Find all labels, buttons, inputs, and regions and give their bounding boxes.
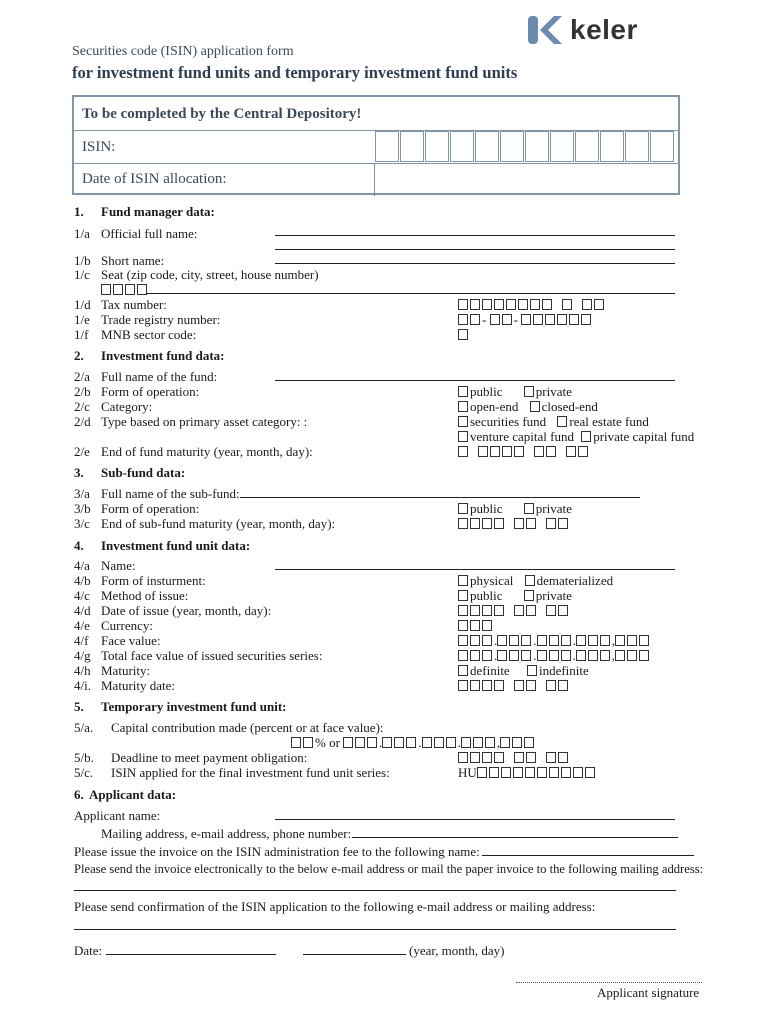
item-1c-number: 1/c bbox=[74, 267, 90, 282]
item-4h-number: 4/h bbox=[74, 663, 91, 678]
keler-logo-mark-icon bbox=[528, 14, 562, 46]
sub-fund-maturity-date-boxes[interactable] bbox=[458, 516, 570, 532]
payment-deadline-boxes[interactable] bbox=[458, 750, 570, 766]
unit-name-line[interactable] bbox=[275, 569, 675, 570]
zip-code-boxes[interactable] bbox=[101, 282, 149, 298]
invoice-address-line[interactable] bbox=[74, 890, 676, 891]
applicant-name-label: Applicant name: bbox=[74, 808, 161, 823]
sub-fund-private-option[interactable]: private bbox=[524, 501, 572, 517]
item-3c-number: 3/c bbox=[74, 516, 90, 531]
item-4g-number: 4/g bbox=[74, 648, 91, 663]
item-1b-number: 1/b bbox=[74, 253, 91, 268]
invoice-name-line[interactable] bbox=[482, 855, 694, 856]
private-capital-fund-option[interactable]: private capital fund bbox=[581, 429, 694, 445]
item-4c-label: Method of issue: bbox=[101, 588, 189, 603]
logo-text: keler bbox=[570, 14, 638, 45]
item-1d-label: Tax number: bbox=[101, 297, 167, 312]
fund-public-option[interactable]: public bbox=[458, 384, 503, 400]
item-1b-label: Short name: bbox=[101, 253, 165, 268]
dematerialized-option[interactable]: dematerialized bbox=[525, 573, 614, 589]
physical-option[interactable]: physical bbox=[458, 573, 513, 589]
open-end-option[interactable]: open-end bbox=[458, 399, 518, 415]
trade-registry-boxes[interactable]: - - bbox=[458, 312, 593, 328]
issue-date-boxes[interactable] bbox=[458, 603, 570, 619]
item-4h-label: Maturity: bbox=[101, 663, 151, 678]
item-1a-label: Official full name: bbox=[101, 226, 198, 241]
currency-boxes[interactable] bbox=[458, 618, 494, 634]
isin-label: ISIN: bbox=[82, 139, 116, 155]
section-1-title: Fund manager data: bbox=[101, 204, 215, 219]
item-2a-number: 2/a bbox=[74, 369, 90, 384]
item-4a-number: 4/a bbox=[74, 558, 90, 573]
confirmation-label: Please send confirmation of the ISIN application to the following e-mail address or mailing address: bbox=[74, 899, 596, 914]
item-4i-number: 4/i. bbox=[74, 678, 91, 693]
confirmation-address-line[interactable] bbox=[74, 929, 676, 930]
date-allocation-label: Date of ISIN allocation: bbox=[82, 171, 227, 187]
capital-contribution-boxes[interactable]: % or . . . , bbox=[291, 735, 536, 751]
item-5b-label: Deadline to meet payment obligation: bbox=[111, 750, 308, 765]
item-1e-label: Trade registry number: bbox=[101, 312, 221, 327]
section-3-title: Sub-fund data: bbox=[101, 465, 186, 480]
item-2b-label: Form of operation: bbox=[101, 384, 200, 399]
tax-number-boxes[interactable] bbox=[458, 297, 606, 313]
official-name-line[interactable] bbox=[275, 235, 675, 236]
item-5b-number: 5/b. bbox=[74, 750, 94, 765]
item-4a-label: Name: bbox=[101, 558, 136, 573]
section-5-number: 5. bbox=[74, 699, 84, 714]
item-2a-label: Full name of the fund: bbox=[101, 369, 218, 384]
item-4b-number: 4/b bbox=[74, 573, 91, 588]
item-3a-number: 3/a bbox=[74, 486, 90, 501]
item-1f-number: 1/f bbox=[74, 327, 89, 342]
isin-input-cells[interactable] bbox=[374, 131, 674, 164]
item-4c-number: 4/c bbox=[74, 588, 90, 603]
section-4-number: 4. bbox=[74, 538, 84, 553]
section-6-title: Applicant data: bbox=[89, 787, 177, 802]
section-6-number: 6. bbox=[74, 787, 84, 802]
fund-name-line[interactable] bbox=[275, 380, 675, 381]
item-4d-label: Date of issue (year, month, day): bbox=[101, 603, 272, 618]
central-depository-table bbox=[72, 95, 680, 195]
maturity-date-boxes[interactable] bbox=[458, 678, 570, 694]
section-2-title: Investment fund data: bbox=[101, 348, 225, 363]
fund-private-option[interactable]: private bbox=[524, 384, 572, 400]
section-3-number: 3. bbox=[74, 465, 84, 480]
signature-line[interactable] bbox=[516, 982, 702, 983]
isin-row bbox=[74, 130, 678, 164]
item-2e-number: 2/e bbox=[74, 444, 90, 459]
sub-fund-name-line[interactable] bbox=[240, 497, 640, 498]
date-place-line[interactable] bbox=[106, 954, 276, 955]
item-2c-label: Category: bbox=[101, 399, 153, 414]
date-format-hint: (year, month, day) bbox=[409, 943, 505, 958]
fund-maturity-date-boxes[interactable] bbox=[458, 444, 590, 460]
item-4g-label: Total face value of issued securities series: bbox=[101, 648, 323, 663]
securities-fund-option[interactable]: securities fund bbox=[458, 414, 546, 430]
real-estate-fund-option[interactable]: real estate fund bbox=[557, 414, 648, 430]
mnb-sector-box[interactable] bbox=[458, 327, 470, 343]
item-3b-label: Form of operation: bbox=[101, 501, 200, 516]
closed-end-option[interactable]: closed-end bbox=[530, 399, 598, 415]
applicant-signature-label: Applicant signature bbox=[597, 985, 700, 1000]
official-name-line-2[interactable] bbox=[275, 249, 675, 250]
applicant-name-line[interactable] bbox=[275, 819, 675, 820]
item-2b-number: 2/b bbox=[74, 384, 91, 399]
item-5c-label: ISIN applied for the final investment fund unit series: bbox=[111, 765, 390, 780]
section-1-number: 1. bbox=[74, 204, 84, 219]
item-2d-number: 2/d bbox=[74, 414, 91, 429]
item-3a-label: Full name of the sub-fund: bbox=[101, 486, 240, 501]
invoice-send-label: Please send the invoice electronically to the below e-mail address or mail the paper invoice to the following mailing address: bbox=[74, 862, 704, 876]
item-1e-number: 1/e bbox=[74, 312, 90, 327]
face-value-boxes[interactable]: . . . , bbox=[458, 633, 651, 649]
item-4d-number: 4/d bbox=[74, 603, 91, 618]
item-5a-label: Capital contribution made (percent or at face value): bbox=[111, 720, 384, 735]
form-title-large: for investment fund units and temporary investment fund units bbox=[72, 63, 518, 82]
central-depository-heading: To be completed by the Central Depository! bbox=[82, 106, 362, 122]
indefinite-option[interactable]: indefinite bbox=[527, 663, 589, 679]
date-allocation-row bbox=[74, 163, 678, 196]
item-2c-number: 2/c bbox=[74, 399, 90, 414]
keler-logo bbox=[528, 14, 638, 46]
seat-address-line[interactable] bbox=[146, 293, 675, 294]
item-4e-number: 4/e bbox=[74, 618, 90, 633]
item-2e-label: End of fund maturity (year, month, day): bbox=[101, 444, 313, 459]
item-1d-number: 1/d bbox=[74, 297, 91, 312]
section-5-title: Temporary investment fund unit: bbox=[101, 699, 287, 714]
issue-public-option[interactable]: public bbox=[458, 588, 503, 604]
item-4i-label: Maturity date: bbox=[101, 678, 176, 693]
item-5c-number: 5/c. bbox=[74, 765, 94, 780]
date-label: Date: bbox=[74, 943, 103, 958]
date-value-line[interactable] bbox=[303, 954, 406, 955]
item-4f-number: 4/f bbox=[74, 633, 89, 648]
sub-fund-public-option[interactable]: public bbox=[458, 501, 503, 517]
item-3c-label: End of sub-fund maturity (year, month, day): bbox=[101, 516, 336, 531]
section-4-title: Investment fund unit data: bbox=[101, 538, 251, 553]
item-4f-label: Face value: bbox=[101, 633, 161, 648]
item-3b-number: 3/b bbox=[74, 501, 91, 516]
total-face-value-boxes[interactable]: . . . , bbox=[458, 648, 651, 664]
short-name-line[interactable] bbox=[275, 263, 675, 264]
invoice-name-label: Please issue the invoice on the ISIN administration fee to the following name: bbox=[74, 844, 480, 859]
final-isin-boxes[interactable]: HU bbox=[458, 765, 597, 781]
definite-option[interactable]: definite bbox=[458, 663, 510, 679]
item-4b-label: Form of insturment: bbox=[101, 573, 206, 588]
mailing-address-line[interactable] bbox=[352, 837, 678, 838]
item-1a-number: 1/a bbox=[74, 226, 90, 241]
form-title-small: Securities code (ISIN) application form bbox=[72, 44, 294, 59]
item-2d-label: Type based on primary asset category: : bbox=[101, 414, 308, 429]
item-1f-label: MNB sector code: bbox=[101, 327, 197, 342]
item-5a-number: 5/a. bbox=[74, 720, 94, 735]
mailing-address-label: Mailing address, e-mail address, phone number: bbox=[101, 826, 352, 841]
item-4e-label: Currency: bbox=[101, 618, 153, 633]
venture-capital-fund-option[interactable]: venture capital fund bbox=[458, 429, 574, 445]
section-2-number: 2. bbox=[74, 348, 84, 363]
item-1c-label: Seat (zip code, city, street, house number) bbox=[101, 267, 319, 282]
issue-private-option[interactable]: private bbox=[524, 588, 572, 604]
